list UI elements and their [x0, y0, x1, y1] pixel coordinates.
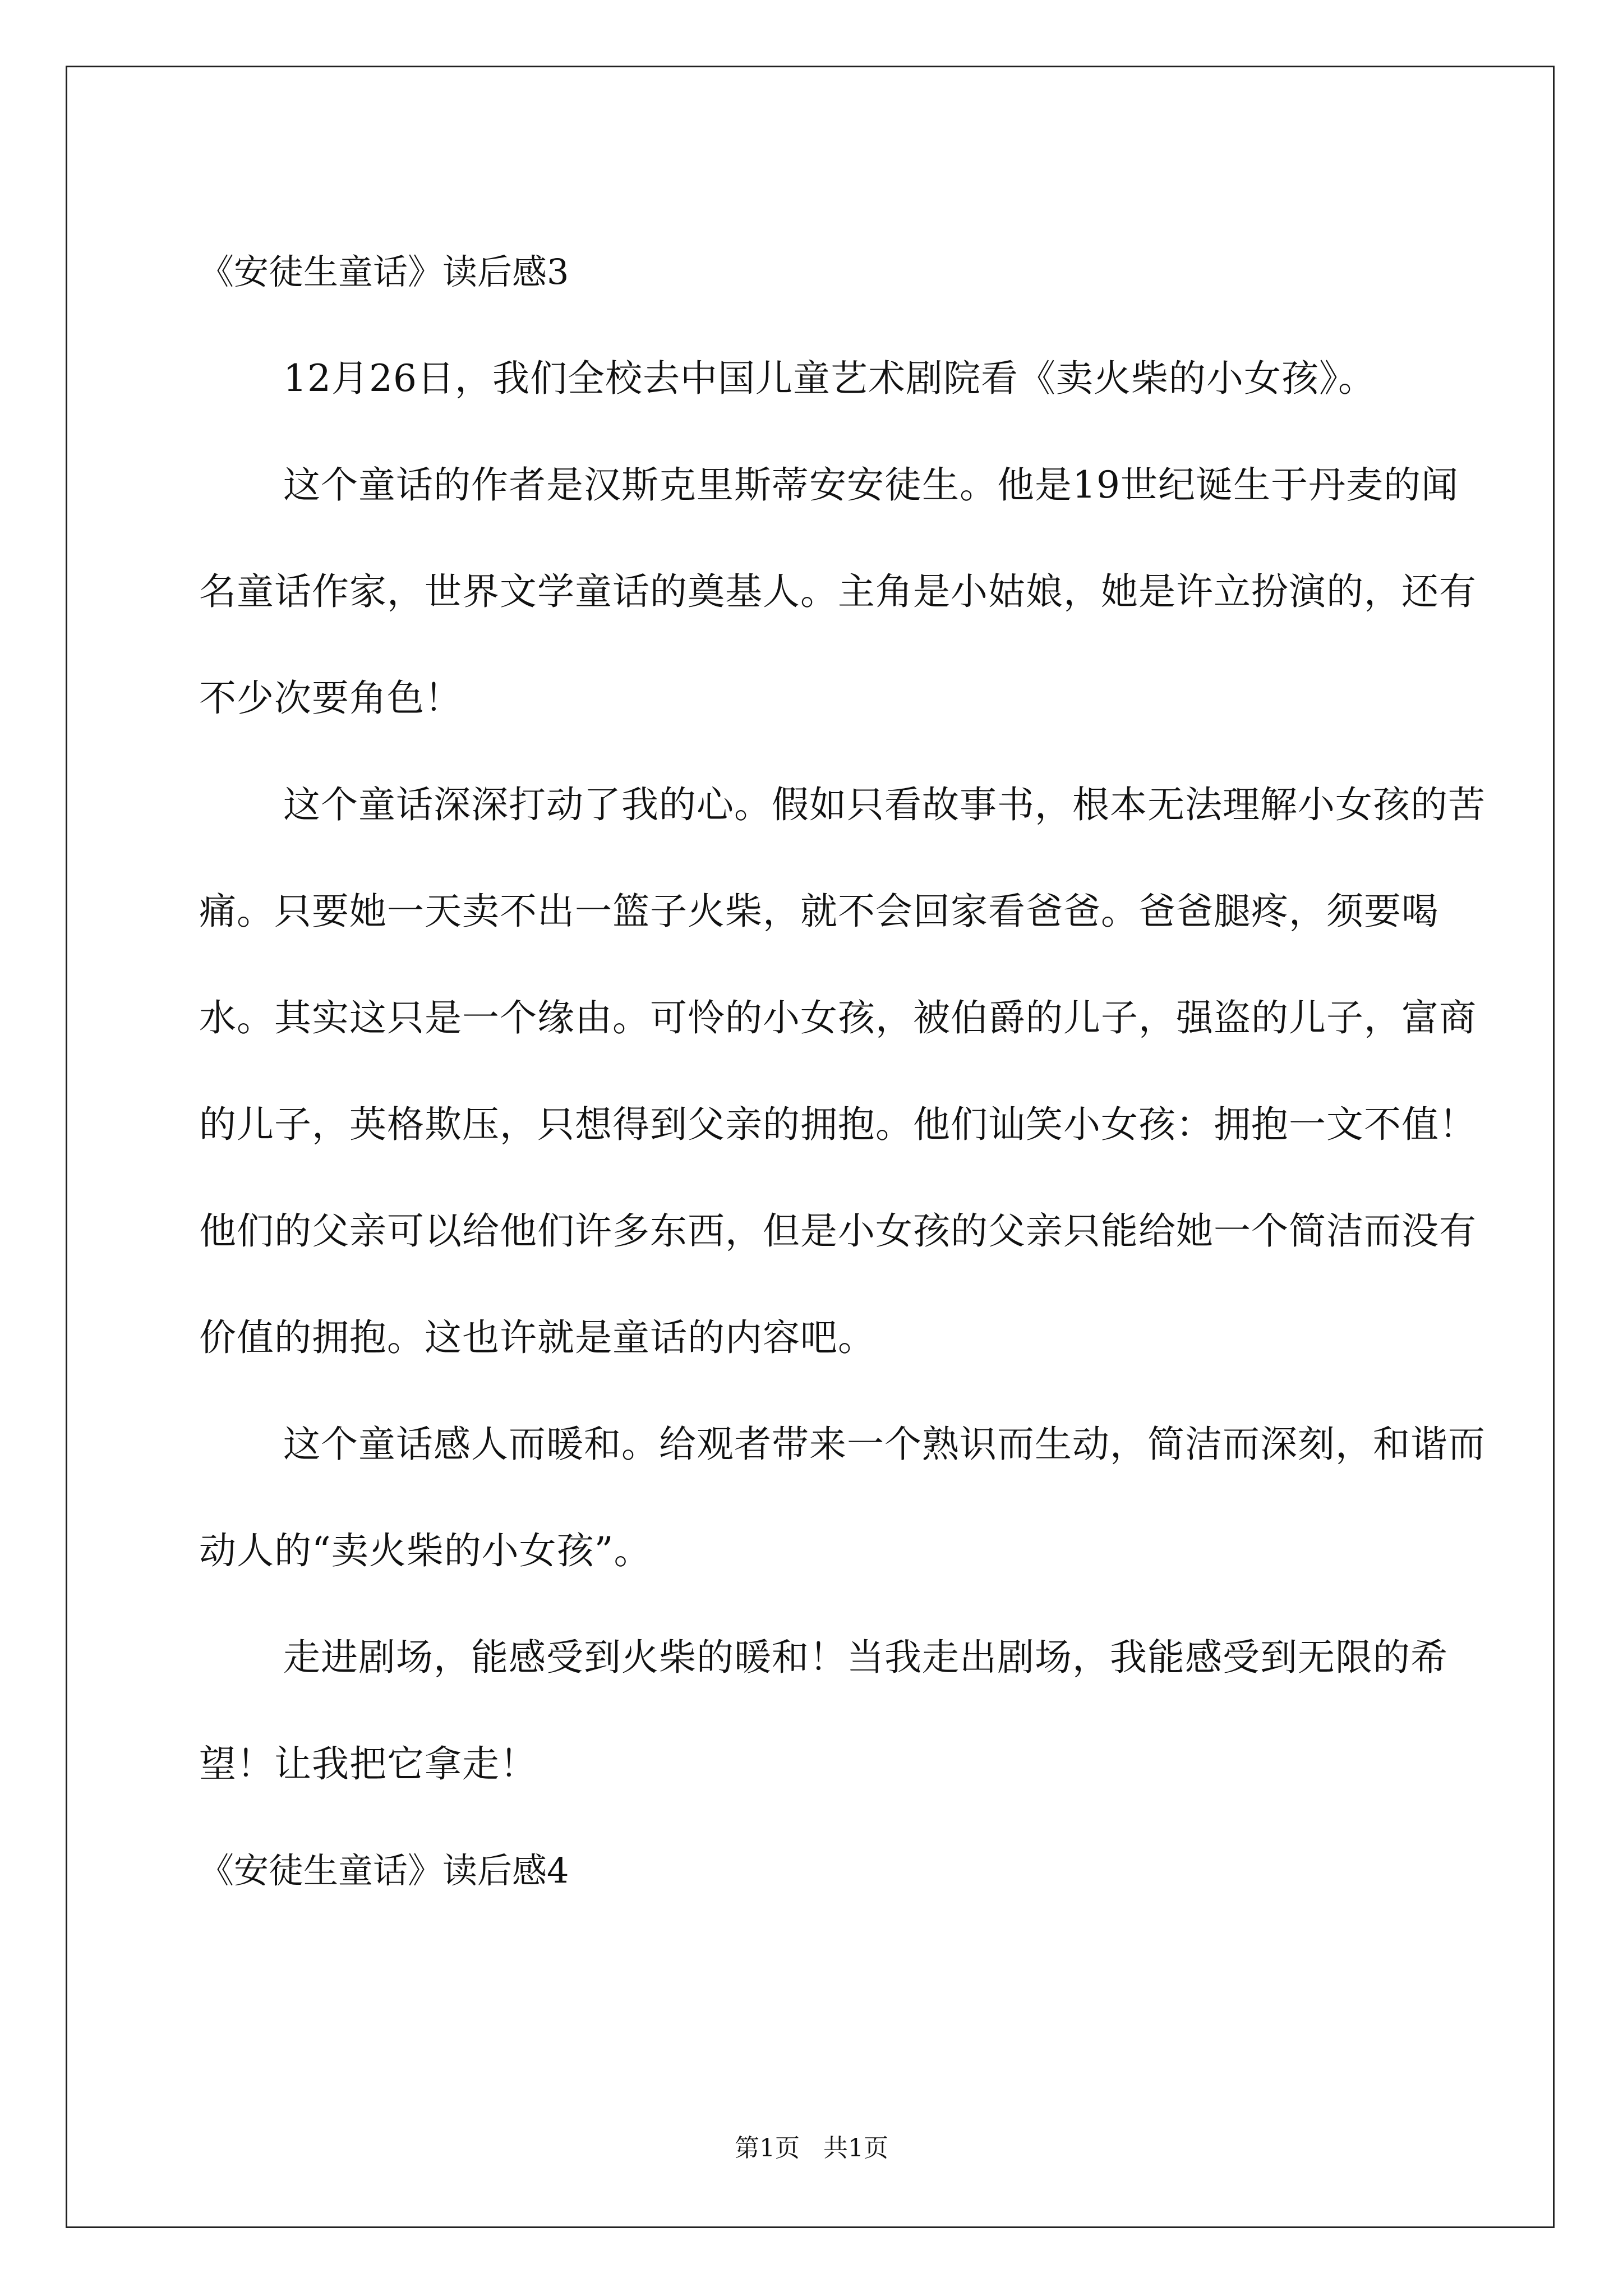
document-body	[199, 219, 1489, 1924]
paragraph: 12月26日，我们全校去中国儿童艺术剧院看《卖火柴的小女孩》。	[283, 357, 1376, 400]
section-heading-3: 《安徒生童话》读后感3	[199, 251, 569, 292]
page-number-footer: 第1页 共1页	[735, 2134, 888, 2162]
paragraph: 走进剧场，能感受到火柴的暖和！当我走出剧场，我能感受到无限的希望！让我把它拿走！	[199, 1636, 1448, 1786]
section-heading-4: 《安徒生童话》读后感4	[199, 1850, 569, 1891]
paragraph: 这个童话深深打动了我的心。假如只看故事书，根本无法理解小女孩的苦痛。只要她一天卖不出一篮子火柴，就不会回家看爸爸。爸爸腿疼，须要喝水。其实这只是一个缘由。可怜的小女孩，被伯爵的儿子，强盗的儿子，富商的儿子，英格欺压，只想得到父亲的拥抱。他们讪笑小女孩：拥抱一文不值！他们的父亲可以给他们许多东西，但是小女孩的父亲只能给她一个简洁而没有价值的拥抱。这也许就是童话的内容吧。	[199, 783, 1486, 1359]
paragraph: 这个童话感人而暖和。给观者带来一个熟识而生动，简洁而深刻，和谐而动人的“卖火柴的小女孩”。	[199, 1423, 1486, 1572]
paragraph: 这个童话的作者是汉斯克里斯蒂安安徒生。他是19世纪诞生于丹麦的闻名童话作家，世界文学童话的奠基人。主角是小姑娘，她是许立扮演的，还有不少次要角色！	[199, 463, 1477, 720]
